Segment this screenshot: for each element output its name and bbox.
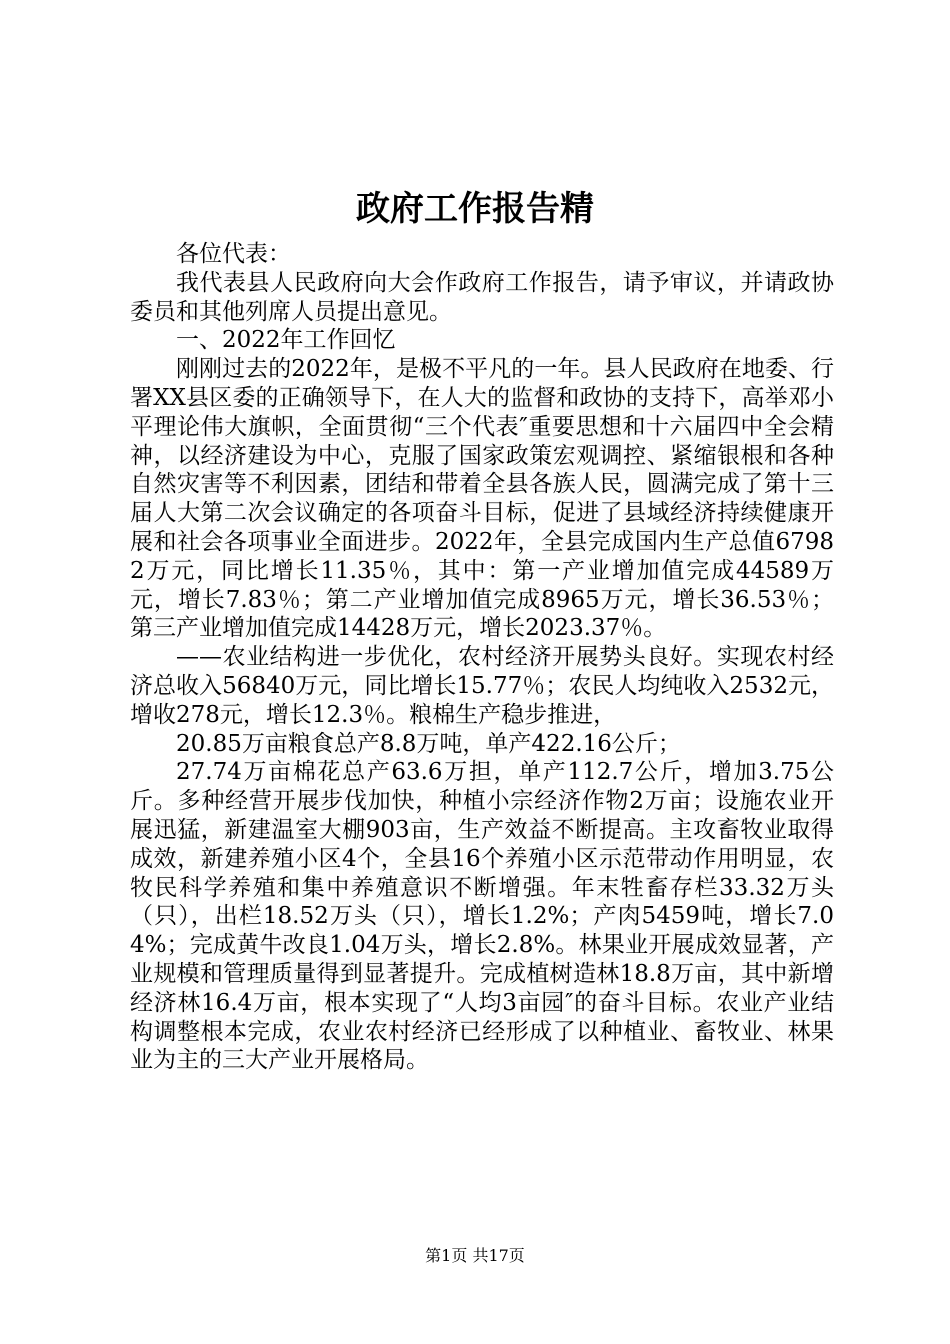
- paragraph-salutation: 各位代表：: [176, 241, 291, 267]
- section-heading: 一、2022年工作回忆: [176, 327, 396, 354]
- paragraph-agriculture: ——农业结构进一步优化，农村经济开展势头良好。实现农村经济总收入56840万元，同比增长15.77％；农民人均纯收入2532元，增收278元，增长12.3％。粮棉生产稳步推进，: [130, 644, 834, 728]
- paragraph-review: 刚刚过去的2022年，是极不平凡的一年。县人民政府在地委、行署XX县区委的正确领导下，在人大的监督和政协的支持下，高举邓小平理论伟大旗帜，全面贯彻“三个代表″重要思想和十六届四中全会精神，以经济建设为中心，克服了国家政策宏观调控、紧缩银根和各种自然灾害等不利因素，团结和带着全县各族人民，圆满完成了第十三届人大第二次会议确定的各项奋斗目标，促进了县域经济持续健康开展和社会各项事业全面进步。2022年，全县完成国内生产总值67982万元，同比增长11.35％，其中：第一产业增加值完成44589万元，增长7.83％；第二产业增加值完成8965万元，增长36.53％；第三产业增加值完成14428万元，增长2023.37％。: [130, 356, 834, 642]
- document-title: 政府工作报告精: [356, 189, 594, 229]
- page-footer: 第1页 共17页: [425, 1246, 525, 1265]
- paragraph-intro: 我代表县人民政府向大会作政府工作报告，请予审议，并请政协委员和其他列席人员提出意见。: [130, 269, 834, 325]
- paragraph-grain: 20.85万亩粮食总产8.8万吨，单产422.16公斤；: [176, 730, 681, 757]
- document-body: [130, 240, 834, 1075]
- paragraph-cotton: 27.74万亩棉花总产63.6万担，单产112.7公斤，增加3.75公斤。多种经营开展步伐加快，种植小宗经济作物2万亩；设施农业开展迅猛，新建温室大棚903亩，生产效益不断提高。主攻畜牧业取得成效，新建养殖小区4个，全县16个养殖小区示范带动作用明显，农牧民科学养殖和集中养殖意识不断增强。年末牲畜存栏33.32万头（只），出栏18.52万头（只），增长1.2%；产肉5459吨，增长7.04%；完成黄牛改良1.04万头，增长2.8%。林果业开展成效显著，产业规模和管理质量得到显著提升。完成植树造林18.8万亩，其中新增经济林16.4万亩，根本实现了“人均3亩园″的奋斗目标。农业产业结构调整根本完成，农业农村经济已经形成了以种植业、畜牧业、林果业为主的三大产业开展格局。: [130, 759, 834, 1074]
